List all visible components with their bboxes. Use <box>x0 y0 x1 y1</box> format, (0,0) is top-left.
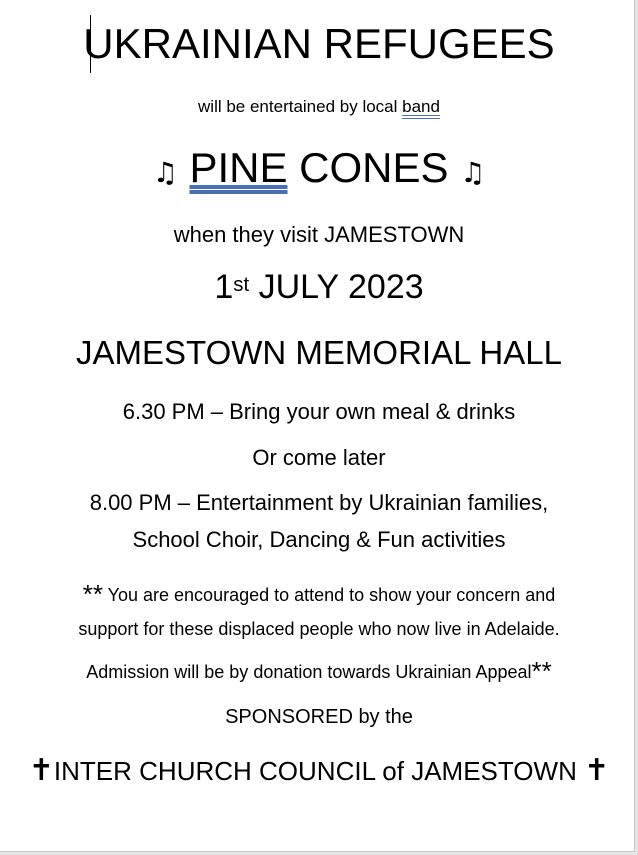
music-note-icon: ♫ <box>152 156 178 189</box>
sponsor-name: INTER CHURCH COUNCIL of JAMESTOWN <box>53 756 577 786</box>
schedule-or-later: Or come later <box>252 445 386 470</box>
schedule-main-line-1: 8.00 PM – Entertainment by Ukrainian families, <box>89 490 549 515</box>
event-date <box>0 268 638 307</box>
asterisks-left: ** <box>82 579 103 609</box>
cross-icon: ✝ <box>28 753 54 788</box>
venue: JAMESTOWN MEMORIAL HALL <box>76 334 562 371</box>
band-name-cones: CONES <box>299 144 449 191</box>
note-line-1 <box>0 579 638 610</box>
note-text-3: Admission will be by donation towards Ukrainian Appeal <box>86 662 532 682</box>
band-name <box>0 144 638 192</box>
visit-line: when they visit JAMESTOWN <box>173 222 465 247</box>
sponsored-by: SPONSORED by the <box>225 706 413 728</box>
subtitle-band-word: band <box>402 97 440 116</box>
note-line-3 <box>0 656 638 687</box>
subtitle-text: will be entertained by local <box>198 97 403 116</box>
flyer-title: UKRAINIAN REFUGEES <box>83 20 555 67</box>
music-note-icon: ♫ <box>460 156 486 189</box>
note-line-2: support for these displaced people who now live in Adelaide. <box>78 619 560 639</box>
date-suffix: st <box>233 273 250 296</box>
band-name-pine: PINE <box>189 144 288 191</box>
asterisks-right: ** <box>531 656 552 686</box>
sponsor-line <box>0 753 638 788</box>
date-month-year: JULY 2023 <box>258 268 424 306</box>
cross-icon: ✝ <box>584 753 610 788</box>
date-day: 1 <box>214 268 234 306</box>
note-text-1: You are encouraged to attend to show your concern and <box>107 585 556 605</box>
subtitle <box>0 97 638 117</box>
schedule-early: 6.30 PM – Bring your own meal & drinks <box>122 399 516 424</box>
schedule-main-line-2: School Choir, Dancing & Fun activities <box>132 527 506 552</box>
